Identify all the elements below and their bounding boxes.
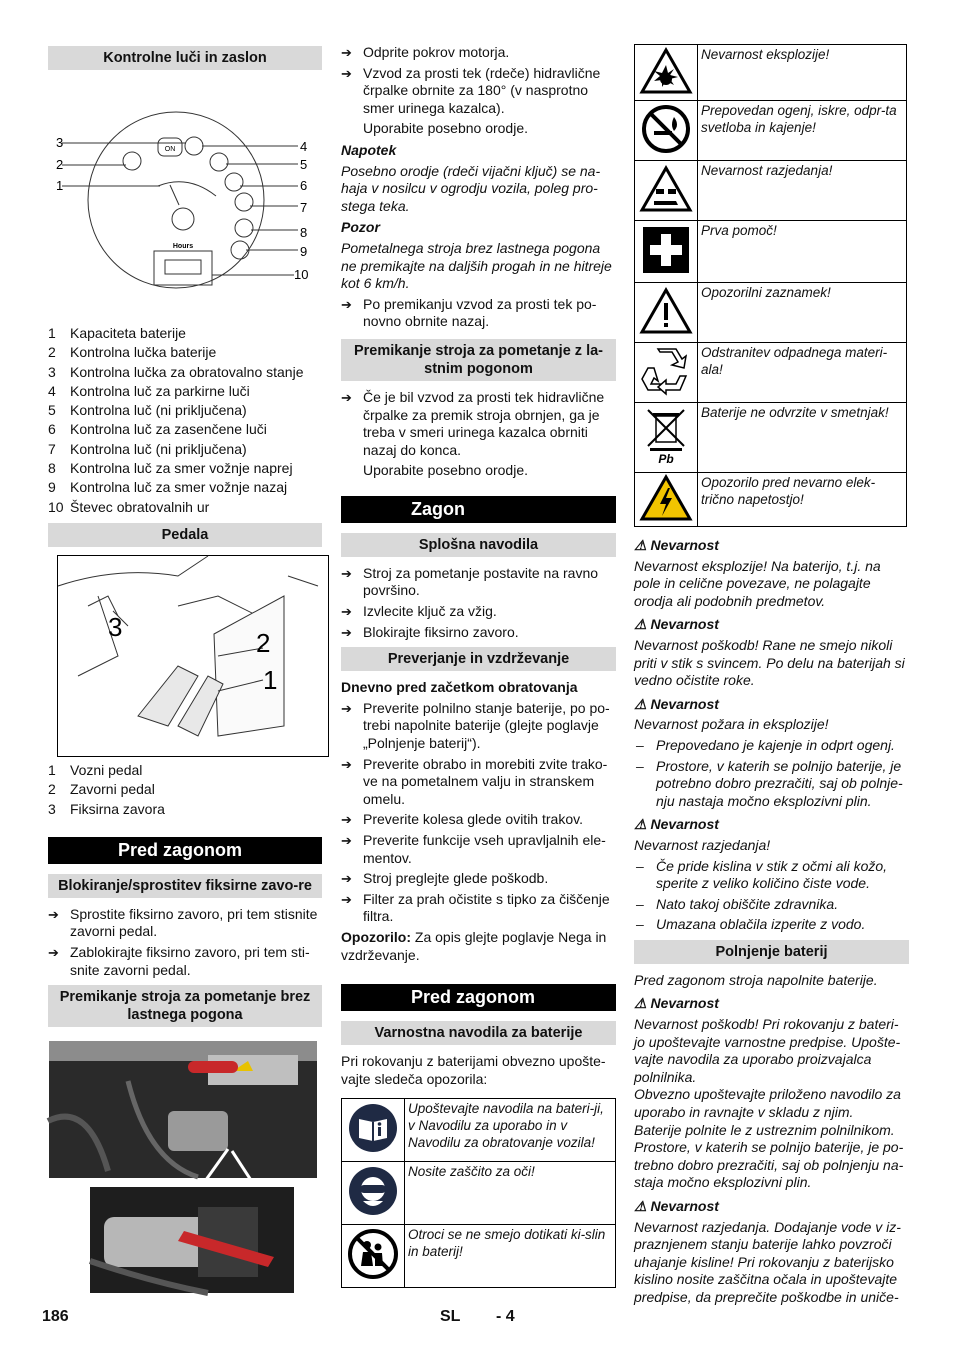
- warning-triangle-icon: ⚠: [634, 537, 647, 553]
- symbol-text: Opozorilni zaznamek!: [698, 283, 907, 343]
- manual-icon: [342, 1099, 405, 1162]
- pedal-label-1: 1: [263, 664, 278, 695]
- danger-bullet: – Prepovedano je kajenje in odprt ogenj.: [634, 737, 909, 755]
- pozor-label: Pozor: [341, 219, 380, 236]
- pedals-figure: [57, 555, 329, 757]
- instruction-step: ➔ Vzvod za prosti tek (rdeče) hidravlične črpalke obrnite za 180° (v nasprotno smer urinega kazalca).: [341, 65, 616, 118]
- panel-label-1: 1: [56, 178, 64, 193]
- eye-protection-icon: [342, 1162, 405, 1225]
- recycle-icon: [635, 343, 698, 403]
- battery-warning-table: [341, 1098, 616, 1288]
- intro-text: Pri rokovanju z baterijami obvezno upošte-vajte sledeča opozorila:: [341, 1053, 606, 1087]
- danger-bullet: – Umazana oblačila izperite z vodo.: [634, 916, 909, 934]
- explosion-icon: [635, 45, 698, 101]
- danger-text: Baterije polnite le z ustreznim polnilnikom.: [634, 1121, 895, 1138]
- symbol-text: Nevarnost razjedanja!: [698, 161, 907, 221]
- panel-label-10: 10: [294, 267, 309, 282]
- panel-label-4: 4: [300, 139, 308, 154]
- list-item: 4 Kontrolna luč za parkirne luči: [48, 382, 250, 399]
- symbol-text: Nevarnost eksplozije!: [698, 45, 907, 101]
- chapter-heading-pred-zagonom: Pred zagonom: [48, 837, 322, 864]
- pedal-label-2: 2: [256, 627, 271, 658]
- list-item: 1 Vozni pedal: [48, 761, 143, 778]
- symbol-table: [634, 44, 907, 527]
- section-heading-check: Preverjanje in vzdrževanje: [341, 647, 616, 671]
- napotek-text: Posebno orodje (rdeči vijačni ključ) se na-haja v nosilcu v ogrodju vozila, poleg pro-stega teka.: [341, 162, 601, 214]
- list-item: 3 Kontrolna lučka za obratovalno stanje: [48, 363, 304, 380]
- warning-text: Nosite zaščito za oči!: [405, 1162, 616, 1225]
- list-item: 2 Zavorni pedal: [48, 781, 155, 798]
- high-voltage-icon: [635, 473, 698, 527]
- danger-text: Obvezno upoštevajte priloženo navodilo za uporabo in ravnajte v skladu z njim.: [634, 1086, 901, 1121]
- danger-bullet: – Če pride kislina v stik z očmi ali kožo, sperite z veliko količino čiste vode.: [634, 858, 909, 893]
- instruction-step: ➔ Po premikanju vzvod za prosti tek po-novno obrnite nazaj.: [341, 296, 616, 331]
- panel-label-6: 6: [300, 178, 308, 193]
- instruction-step: ➔ Izvlecite ključ za vžig.: [341, 603, 616, 621]
- warning-triangle-icon: ⚠: [634, 995, 647, 1012]
- hydraulic-pump-photo: [48, 1041, 322, 1295]
- list-item: 3 Fiksirna zavora: [48, 800, 165, 817]
- symbol-text: Opozorilo pred nevarno elek-trično napetostjo!: [698, 473, 907, 527]
- list-item: 1 Kapaciteta baterije: [48, 325, 186, 341]
- charging-text: Pred zagonom stroja napolnite baterije.: [634, 971, 878, 988]
- pedals-drawing: [58, 556, 318, 756]
- warning-triangle-icon: ⚠: [634, 816, 647, 833]
- instruction-note: Uporabite posebno orodje.: [363, 462, 529, 479]
- on-label: ON: [164, 146, 176, 153]
- warning-triangle-icon: ⚠: [634, 695, 647, 712]
- warning-triangle-icon: ⚠: [634, 1198, 647, 1214]
- corrosion-icon: [635, 161, 698, 221]
- column-left: [48, 44, 322, 1295]
- indicator-list: [48, 324, 322, 517]
- panel-label-5: 5: [300, 157, 308, 172]
- panel-label-2: 2: [56, 157, 64, 172]
- pedal-list: [48, 761, 322, 819]
- danger-text: Nevarnost poškodb! Rane ne smejo nikoli priti v stik s svincem. Po delu na baterijah si vedno očistite roke.: [634, 636, 905, 689]
- instruction-step: ➔ Preverite polnilno stanje baterije, po po-trebi napolnite baterije (glejte poglavje „Polnjenje baterij“).: [341, 700, 616, 753]
- instruction-step: ➔ Preverite kolesa glede ovitih trakov.: [341, 811, 616, 829]
- danger-heading: ⚠ Nevarnost: [634, 695, 719, 712]
- subheading-daily: Dnevno pred začetkom obratovanja: [341, 679, 578, 696]
- symbol-text: Baterije ne odvrzite v smetnjak!: [698, 403, 907, 473]
- danger-bullet: – Prostore, v katerih se polnijo baterije, je potrebno dobro prezračiti, saj ob polnje-nju nastaja močno eksplozivni plin.: [634, 758, 909, 811]
- danger-text: Prostore, v katerih se polnijo baterije, je po-trebno dobro prezračiti, saj ob polnjenju na-staja močno eksplozivni plin.: [634, 1139, 904, 1191]
- symbol-text: Prva pomoč!: [698, 221, 907, 283]
- list-item: 9 Kontrolna luč za smer vožnje nazaj: [48, 479, 288, 496]
- instruction-step: ➔ Sprostite fiksirno zavoro, pri tem stisnite zavorni pedal.: [48, 906, 322, 941]
- danger-text: Nevarnost eksplozije! Na baterijo, t.j. na pole in celične povezave, ne polagajte orodja ali podobnih predmetov.: [634, 557, 881, 609]
- section-heading-move-drive: Premikanje stroja za pometanje z la-stnim pogonom: [341, 339, 616, 381]
- danger-heading: ⚠ Nevarnost: [634, 537, 719, 553]
- language-code: SL: [440, 1308, 461, 1325]
- chapter-page-number: - 4: [496, 1308, 515, 1325]
- section-heading-indicators: Kontrolne luči in zaslon: [48, 46, 322, 70]
- control-panel-figure: [48, 78, 322, 282]
- instruction-step: ➔ Stroj za pometanje postavite na ravno površino.: [341, 565, 616, 600]
- danger-heading: ⚠ Nevarnost: [634, 1198, 719, 1214]
- instruction-step: ➔ Preverite obrabo in morebiti zvite trako-ve na pometalnem valju in stranskem omelu.: [341, 756, 616, 809]
- no-trash-bin-icon: [635, 403, 698, 473]
- danger-text: Nevarnost poškodb! Pri rokovanju z bateri-jo upoštevajte varnostne predpise. Upošte-vajte navodila za uporabo proizvajalca polnilnika.: [634, 1016, 901, 1085]
- panel-label-8: 8: [300, 225, 308, 240]
- column-middle: [341, 44, 616, 1288]
- no-fire-icon: [635, 101, 698, 161]
- pedal-label-3: 3: [108, 611, 123, 642]
- warning-triangle-icon: ⚠: [634, 616, 647, 633]
- danger-heading: ⚠ Nevarnost: [634, 995, 719, 1012]
- instruction-step: ➔ Stroj preglejte glede poškodb.: [341, 870, 616, 888]
- warning-text: Upoštevajte navodila na bateri-ji, v Navodilu za uporabo in v Navodilu za obratovanje vozila!: [405, 1099, 616, 1162]
- danger-heading: ⚠ Nevarnost: [634, 616, 719, 633]
- section-heading-move-no-drive: Premikanje stroja za pometanje brez lastnega pogona: [48, 985, 322, 1027]
- section-heading-charging: Polnjenje baterij: [634, 940, 909, 964]
- first-aid-icon: [635, 221, 698, 283]
- section-heading-pedals: Pedala: [48, 523, 322, 547]
- pb-label: Pb: [658, 451, 674, 466]
- symbol-text: Prepovedan ogenj, iskre, odpr-ta svetloba in kajenje!: [698, 101, 907, 161]
- danger-heading: ⚠ Nevarnost: [634, 816, 719, 833]
- danger-text: Nevarnost razjedanja. Dodajanje vode v iz-praznjenem stanju baterije lahko povzroči uhajanje kisline! Pri rokovanju z baterijsko kislino nosite zaščitna očala in upoštevajte predpise, da preprečite poškodbe in uniče-: [634, 1218, 901, 1305]
- danger-text: Nevarnost razjedanja!: [634, 836, 771, 853]
- page-number: 186: [42, 1308, 69, 1325]
- section-heading-general: Splošna navodila: [341, 533, 616, 557]
- list-item: 10 Števec obratovalnih ur: [48, 498, 210, 515]
- column-right: [634, 44, 909, 1310]
- no-children-icon: [342, 1225, 405, 1288]
- list-item: 6 Kontrolna luč za zasenčene luči: [48, 421, 267, 438]
- instruction-step: ➔ Zablokirajte fiksirno zavoro, pri tem sti-snite zavorni pedal.: [48, 944, 322, 979]
- danger-bullet: – Nato takoj obiščite zdravnika.: [634, 896, 909, 914]
- list-item: 2 Kontrolna lučka baterije: [48, 344, 217, 361]
- panel-label-3: 3: [56, 135, 64, 150]
- section-heading-battery-safety: Varnostna navodila za baterije: [341, 1021, 616, 1045]
- instruction-step: ➔ Če je bil vzvod za prosti tek hidravlične črpalke za premik stroja obrnjen, ga je treba v smeri urinega kazalca obrniti nazaj do konca.: [341, 389, 616, 459]
- panel-label-7: 7: [300, 200, 308, 215]
- chapter-heading-zagon: Zagon: [341, 496, 616, 523]
- danger-text: Nevarnost požara in eksplozije!: [634, 716, 829, 733]
- symbol-text: Odstranitev odpadnega materi-ala!: [698, 343, 907, 403]
- instruction-note: Uporabite posebno orodje.: [363, 120, 529, 137]
- instruction-step: ➔ Filter za prah očistite s tipko za čiščenje filtra.: [341, 891, 616, 926]
- hours-label: Hours: [172, 243, 194, 250]
- section-heading-brake: Blokiranje/sprostitev fiksirne zavo-re: [48, 874, 322, 898]
- warning-text: Otroci se ne smejo dotikati ki-slin in baterij!: [405, 1225, 616, 1288]
- list-item: 7 Kontrolna luč (ni priključena): [48, 440, 247, 457]
- list-item: 8 Kontrolna luč za smer vožnje naprej: [48, 460, 293, 477]
- warning-triangle-icon: [635, 283, 698, 343]
- panel-label-9: 9: [300, 244, 308, 259]
- pozor-text: Pometalnega stroja brez lastnega pogona ne premikajte na daljših progah in ne hitreje kot 6 km/h.: [341, 239, 612, 292]
- control-panel-diagram: [48, 78, 322, 282]
- list-item: 5 Kontrolna luč (ni priključena): [48, 402, 247, 419]
- chapter-heading-pred-zagonom-2: Pred zagonom: [341, 984, 616, 1011]
- instruction-step: ➔ Blokirajte fiksirno zavoro.: [341, 624, 616, 642]
- napotek-label: Napotek: [341, 141, 397, 158]
- instruction-step: ➔ Odprite pokrov motorja.: [341, 44, 616, 62]
- note-opozorilo: Opozorilo: Za opis glejte poglavje Nega in vzdrževanje.: [341, 928, 607, 963]
- instruction-step: ➔ Preverite funkcije vseh upravljalnih ele-mentov.: [341, 832, 616, 867]
- pump-photo-drawing: [48, 1041, 322, 1295]
